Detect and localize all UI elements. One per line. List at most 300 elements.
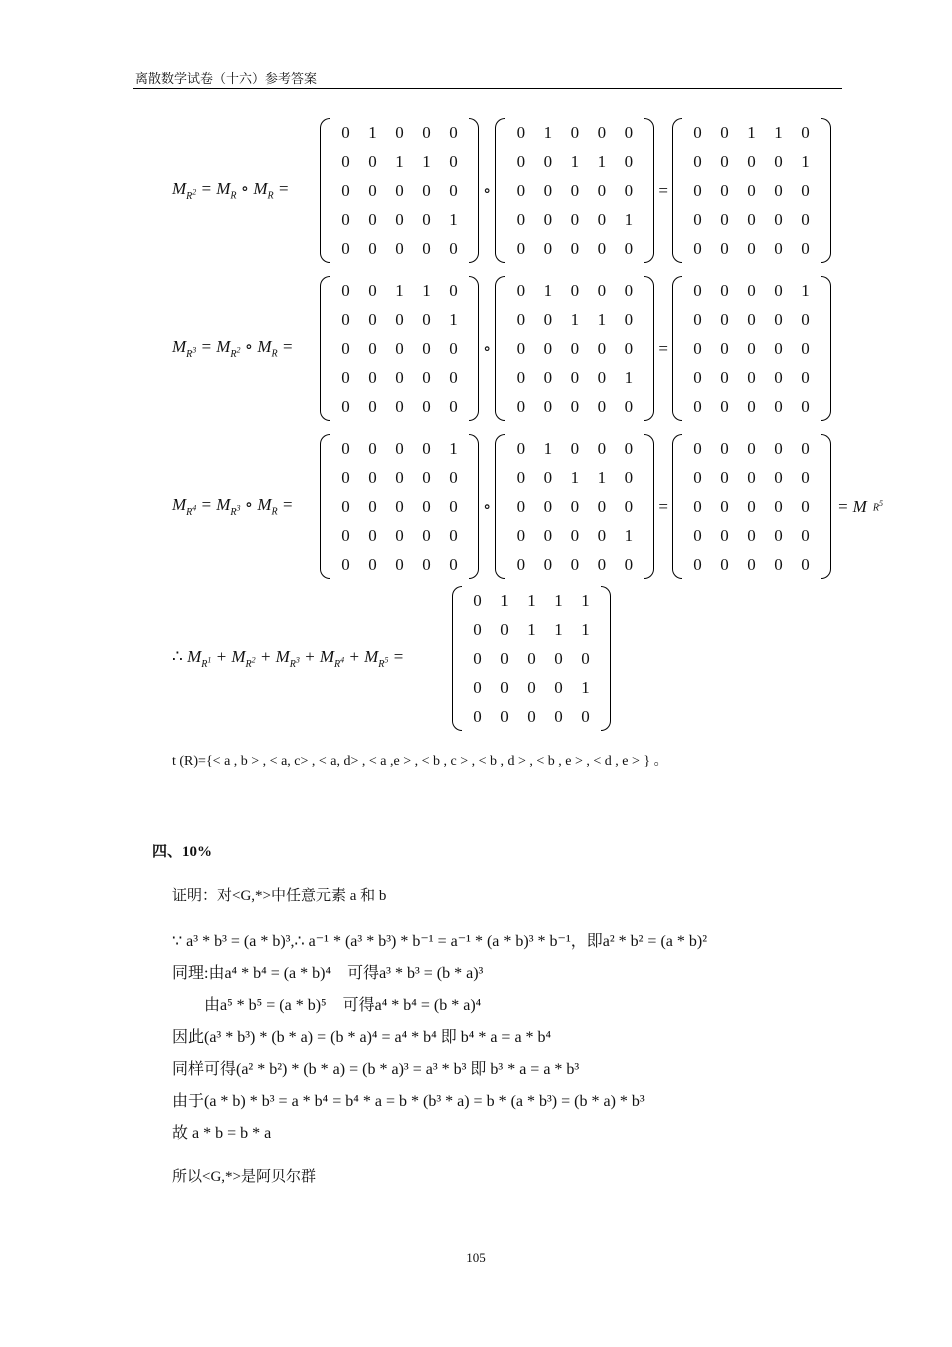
proof-line: 同样可得(a² * b²) * (b * a) = (b * a)³ = a³ * b³ 即 b³ * a = a * b³ <box>172 1061 580 1078</box>
matrix-cell: 0 <box>422 438 431 458</box>
matrix-row <box>507 492 642 521</box>
matrix-cell: 0 <box>597 438 607 458</box>
matrix-cell: 0 <box>570 367 580 387</box>
matrix-cell: 0 <box>341 496 350 516</box>
matrix-cell: 0 <box>422 554 431 574</box>
matrix-cell: 0 <box>543 396 553 416</box>
matrix-cell: 0 <box>720 496 729 516</box>
matrix-cell: 0 <box>368 367 377 387</box>
matrix-cell: 0 <box>597 280 607 300</box>
matrix-row <box>507 305 642 334</box>
proof-line: ∵ a³ * b³ = (a * b)³,∴ a⁻¹ * (a³ * b³) * b⁻¹ = a⁻¹ * (a * b)³ * b⁻¹，即a² * b² = (a * b)² <box>172 933 708 950</box>
matrix-cell: 0 <box>597 396 607 416</box>
matrix-cell: 0 <box>473 677 482 697</box>
matrix-cell: 0 <box>527 648 536 668</box>
matrix-cell: 0 <box>422 367 431 387</box>
compose-operator: ∘ <box>483 496 492 516</box>
matrix-cell: 0 <box>422 209 431 229</box>
matrix-cell: 0 <box>516 122 526 142</box>
matrix-cell: 0 <box>500 648 509 668</box>
matrix-cell: 0 <box>801 525 810 545</box>
matrix-row <box>684 334 819 363</box>
matrix-cell: 1 <box>527 590 536 610</box>
matrix-cell: 0 <box>368 496 377 516</box>
matrix-cell: 0 <box>597 209 607 229</box>
matrix-cell: 0 <box>473 706 482 726</box>
equals-sign: = <box>658 180 668 200</box>
conclusion: 所以<G,*>是阿贝尔群 <box>172 1169 317 1185</box>
matrix-row <box>684 176 819 205</box>
matrix-cell: 1 <box>543 438 553 458</box>
matrix-cell: 0 <box>422 496 431 516</box>
matrix-cell: 0 <box>341 525 350 545</box>
matrix-cell: 0 <box>693 467 702 487</box>
matrix-row <box>332 118 467 147</box>
equation-lhs <box>172 337 320 359</box>
matrix-cell: 1 <box>368 122 377 142</box>
matrix-cell: 0 <box>422 122 431 142</box>
matrix-cell: 0 <box>395 309 404 329</box>
equation-mr2 <box>172 118 831 263</box>
matrix-left <box>320 276 479 421</box>
matrix-row <box>332 521 467 550</box>
matrix-cell: 1 <box>422 151 431 171</box>
matrix-cell: 0 <box>693 209 702 229</box>
sum-lhs <box>172 647 452 669</box>
matrix-cell: 0 <box>774 238 783 258</box>
equation-suffix: = M $R^5$ <box>836 496 883 516</box>
matrix-cell: 0 <box>747 238 756 258</box>
matrix-cell: 0 <box>570 525 580 545</box>
matrix-cell: 0 <box>516 338 526 358</box>
matrix-cell: 0 <box>597 180 607 200</box>
matrix-row <box>507 521 642 550</box>
matrix-cell: 0 <box>801 554 810 574</box>
matrix-cell: 0 <box>747 396 756 416</box>
matrix-cell: 0 <box>543 525 553 545</box>
matrix-cell: 0 <box>720 209 729 229</box>
matrix-cell: 0 <box>341 467 350 487</box>
page-number: 105 <box>466 1250 486 1265</box>
matrix-cell: 0 <box>395 367 404 387</box>
matrix-cell: 0 <box>693 396 702 416</box>
matrix-row <box>507 234 642 263</box>
matrix-cell: 1 <box>570 151 580 171</box>
equals-sign: = <box>658 338 668 358</box>
matrix-cell: 0 <box>516 396 526 416</box>
matrix-cell: 0 <box>516 309 526 329</box>
matrix-cell: 0 <box>747 467 756 487</box>
matrix-cell: 0 <box>693 367 702 387</box>
matrix-cell: 0 <box>774 309 783 329</box>
matrix-cell: 0 <box>516 209 526 229</box>
matrix-cell: 0 <box>597 122 607 142</box>
matrix-cell: 0 <box>597 367 607 387</box>
matrix-cell: 0 <box>747 309 756 329</box>
matrix-result <box>672 276 831 421</box>
matrix-cell: 0 <box>500 677 509 697</box>
matrix-cell: 0 <box>720 280 729 300</box>
matrix-row <box>332 363 467 392</box>
matrix-row <box>684 276 819 305</box>
matrix-cell: 0 <box>570 554 580 574</box>
matrix-cell: 0 <box>341 554 350 574</box>
matrix-cell: 0 <box>747 151 756 171</box>
matrix-cell: 0 <box>801 122 810 142</box>
matrix-row <box>507 118 642 147</box>
proof-line: 因此(a³ * b³) * (b * a) = (b * a)⁴ = a⁴ * b⁴ 即 b⁴ * a = a * b⁴ <box>172 1029 552 1046</box>
matrix-left <box>320 118 479 263</box>
matrix-row <box>464 702 599 731</box>
matrix-cell: 1 <box>395 151 404 171</box>
matrix-row <box>332 334 467 363</box>
matrix-cell: 0 <box>516 180 526 200</box>
matrix-cell: 0 <box>527 706 536 726</box>
matrix-cell: 0 <box>597 238 607 258</box>
matrix-row <box>507 276 642 305</box>
matrix-cell: 0 <box>693 338 702 358</box>
matrix-cell: 0 <box>449 280 458 300</box>
matrix-cell: 0 <box>449 396 458 416</box>
matrix-cell: 0 <box>368 438 377 458</box>
matrix-cell: 1 <box>554 590 563 610</box>
proof-line: 故 a * b = b * a <box>172 1125 272 1142</box>
matrix-cell: 0 <box>693 280 702 300</box>
matrix-cell: 0 <box>720 438 729 458</box>
matrix-cell: 0 <box>693 238 702 258</box>
matrix-cell: 0 <box>449 238 458 258</box>
matrix-row <box>464 615 599 644</box>
matrix-cell: 1 <box>570 309 580 329</box>
matrix-cell: 0 <box>693 554 702 574</box>
matrix-cell: 0 <box>801 209 810 229</box>
matrix-cell: 0 <box>581 648 590 668</box>
matrix-cell: 0 <box>422 467 431 487</box>
matrix-cell: 0 <box>693 438 702 458</box>
matrix-cell: 1 <box>774 122 783 142</box>
matrix-cell: 0 <box>395 554 404 574</box>
matrix-cell: 0 <box>597 554 607 574</box>
matrix-cell: 0 <box>801 438 810 458</box>
matrix-row <box>332 234 467 263</box>
matrix-row <box>332 147 467 176</box>
matrix-cell: 0 <box>543 209 553 229</box>
matrix-cell: 0 <box>473 648 482 668</box>
matrix-cell: 0 <box>543 338 553 358</box>
matrix-right <box>495 118 654 263</box>
matrix-cell: 0 <box>341 438 350 458</box>
matrix-cell: 0 <box>554 648 563 668</box>
matrix-cell: 0 <box>624 438 634 458</box>
matrix-cell: 0 <box>516 496 526 516</box>
matrix-cell: 0 <box>449 338 458 358</box>
matrix-cell: 0 <box>500 619 509 639</box>
matrix-row <box>684 392 819 421</box>
matrix-row <box>507 176 642 205</box>
matrix-cell: 0 <box>570 209 580 229</box>
matrix-cell: 1 <box>422 280 431 300</box>
matrix-cell: 0 <box>801 238 810 258</box>
matrix-cell: 0 <box>774 338 783 358</box>
matrix-cell: 0 <box>747 180 756 200</box>
lhs-text: $M_{R^3} = M_{R^2}$ ∘ $M_R$ = <box>172 337 294 360</box>
matrix-cell: 1 <box>543 122 553 142</box>
matrix-cell: 0 <box>570 122 580 142</box>
matrix-cell: 0 <box>597 496 607 516</box>
matrix-cell: 0 <box>774 525 783 545</box>
matrix-cell: 0 <box>368 151 377 171</box>
proof-line: 同理:由a⁴ * b⁴ = (a * b)⁴ 可得a³ * b³ = (b * a)³ <box>172 965 484 982</box>
matrix-row <box>464 673 599 702</box>
matrix-cell: 0 <box>570 338 580 358</box>
matrix-cell: 0 <box>570 496 580 516</box>
matrix-cell: 0 <box>624 496 634 516</box>
matrix-cell: 0 <box>341 338 350 358</box>
matrix-cell: 0 <box>473 619 482 639</box>
equals-sign: = <box>658 496 668 516</box>
matrix-cell: 0 <box>449 496 458 516</box>
matrix-cell: 0 <box>516 525 526 545</box>
matrix-cell: 0 <box>449 151 458 171</box>
matrix-cell: 0 <box>543 309 553 329</box>
matrix-cell: 0 <box>516 238 526 258</box>
matrix-cell: 0 <box>774 367 783 387</box>
matrix-cell: 0 <box>801 396 810 416</box>
matrix-cell: 1 <box>747 122 756 142</box>
matrix-cell: 0 <box>774 438 783 458</box>
matrix-cell: 0 <box>774 280 783 300</box>
matrix-cell: 0 <box>395 238 404 258</box>
matrix-cell: 0 <box>720 151 729 171</box>
matrix-cell: 0 <box>500 706 509 726</box>
matrix-cell: 0 <box>341 151 350 171</box>
matrix-cell: 0 <box>341 209 350 229</box>
matrix-cell: 1 <box>624 367 634 387</box>
matrix-cell: 0 <box>747 554 756 574</box>
matrix-cell: 0 <box>720 309 729 329</box>
matrix-cell: 1 <box>581 677 590 697</box>
matrix-cell: 0 <box>368 238 377 258</box>
matrix-row <box>507 434 642 463</box>
matrix-cell: 1 <box>449 209 458 229</box>
matrix-row <box>684 118 819 147</box>
matrix-cell: 0 <box>747 438 756 458</box>
matrix-cell: 0 <box>720 367 729 387</box>
matrix-cell: 0 <box>624 467 634 487</box>
closure-text: t (R)={< a , b > , < a, c> , < a, d> , < a ,e > , < b , c > , < b , d > , < b , e > , < d , e > } 。 <box>172 754 668 769</box>
matrix-cell: 0 <box>341 238 350 258</box>
matrix-cell: 0 <box>554 677 563 697</box>
matrix-cell: 0 <box>693 496 702 516</box>
matrix-cell: 0 <box>720 467 729 487</box>
matrix-cell: 0 <box>570 438 580 458</box>
matrix-cell: 0 <box>570 180 580 200</box>
matrix-cell: 0 <box>693 122 702 142</box>
matrix-cell: 1 <box>801 151 810 171</box>
matrix-cell: 1 <box>449 438 458 458</box>
compose-operator: ∘ <box>483 338 492 358</box>
matrix-cell: 0 <box>774 396 783 416</box>
matrix-row <box>684 363 819 392</box>
matrix-cell: 1 <box>570 467 580 487</box>
matrix-right <box>495 276 654 421</box>
matrix-cell: 0 <box>449 525 458 545</box>
matrix-row <box>332 176 467 205</box>
matrix-cell: 0 <box>624 238 634 258</box>
lhs-text: $M_{R^2} = M_R$ ∘ $M_R$ = <box>172 179 290 202</box>
matrix-cell: 0 <box>422 238 431 258</box>
matrix-cell: 1 <box>801 280 810 300</box>
matrix-cell: 1 <box>581 619 590 639</box>
matrix-cell: 0 <box>543 367 553 387</box>
matrix-cell: 0 <box>570 238 580 258</box>
matrix-cell: 0 <box>720 396 729 416</box>
matrix-cell: 1 <box>624 209 634 229</box>
matrix-row <box>507 392 642 421</box>
matrix-cell: 0 <box>422 525 431 545</box>
matrix-row <box>507 463 642 492</box>
matrix-cell: 0 <box>747 338 756 358</box>
matrix-cell: 0 <box>597 525 607 545</box>
matrix-cell: 0 <box>720 238 729 258</box>
matrix-cell: 0 <box>516 438 526 458</box>
matrix-left <box>320 434 479 579</box>
matrix-cell: 0 <box>516 467 526 487</box>
matrix-row <box>332 305 467 334</box>
matrix-row <box>332 492 467 521</box>
matrix-cell: 0 <box>554 706 563 726</box>
matrix-cell: 0 <box>801 309 810 329</box>
equation-sum <box>172 586 611 731</box>
matrix-cell: 0 <box>422 396 431 416</box>
compose-operator: ∘ <box>483 180 492 200</box>
proof-line: 由a⁵ * b⁵ = (a * b)⁵ 可得a⁴ * b⁴ = (b * a)⁴ <box>172 997 482 1014</box>
matrix-cell: 0 <box>368 280 377 300</box>
matrix-cell: 0 <box>422 338 431 358</box>
matrix-row <box>684 492 819 521</box>
matrix-cell: 0 <box>720 122 729 142</box>
matrix-cell: 0 <box>624 122 634 142</box>
matrix-cell: 0 <box>395 122 404 142</box>
matrix-cell: 0 <box>624 180 634 200</box>
matrix-cell: 0 <box>720 525 729 545</box>
matrix-cell: 0 <box>747 496 756 516</box>
proof-line: 由于(a * b) * b³ = a * b⁴ = b⁴ * a = b * (b³ * a) = b * (a * b³) = (b * a) * b³ <box>172 1093 645 1110</box>
matrix-cell: 0 <box>624 151 634 171</box>
matrix-result <box>672 118 831 263</box>
matrix-cell: 0 <box>801 467 810 487</box>
matrix-row <box>684 521 819 550</box>
matrix-row <box>507 550 642 579</box>
matrix-cell: 0 <box>624 309 634 329</box>
matrix-row <box>332 276 467 305</box>
matrix-cell: 1 <box>395 280 404 300</box>
matrix-cell: 0 <box>720 554 729 574</box>
matrix-cell: 0 <box>543 238 553 258</box>
matrix-cell: 0 <box>341 309 350 329</box>
matrix-row <box>507 147 642 176</box>
matrix-cell: 0 <box>368 525 377 545</box>
matrix-cell: 0 <box>527 677 536 697</box>
matrix-cell: 0 <box>368 209 377 229</box>
matrix-row <box>332 434 467 463</box>
matrix-cell: 0 <box>720 180 729 200</box>
equation-lhs <box>172 495 320 517</box>
matrix-row <box>332 205 467 234</box>
matrix-cell: 0 <box>516 280 526 300</box>
matrix-cell: 0 <box>368 554 377 574</box>
matrix-cell: 0 <box>368 338 377 358</box>
matrix-cell: 0 <box>747 280 756 300</box>
matrix-cell: 1 <box>581 590 590 610</box>
matrix-row <box>464 586 599 615</box>
matrix-cell: 0 <box>624 338 634 358</box>
matrix-cell: 0 <box>774 467 783 487</box>
matrix-right <box>495 434 654 579</box>
matrix-cell: 0 <box>341 122 350 142</box>
matrix-cell: 1 <box>449 309 458 329</box>
matrix-row <box>684 234 819 263</box>
matrix-cell: 0 <box>693 309 702 329</box>
equation-mr3 <box>172 276 831 421</box>
sum-lhs-text: ∴ $M_{R^1} + M_{R^2} + M_{R^3} + M_{R^4} + M_{R^5}$ = <box>172 647 405 670</box>
lhs-text: $M_{R^4} = M_{R^3}$ ∘ $M_R$ = <box>172 495 294 518</box>
matrix-cell: 0 <box>801 180 810 200</box>
matrix-cell: 0 <box>581 706 590 726</box>
matrix-cell: 1 <box>597 151 607 171</box>
matrix-cell: 0 <box>747 525 756 545</box>
matrix-cell: 0 <box>449 180 458 200</box>
matrix-cell: 0 <box>395 467 404 487</box>
matrix-cell: 0 <box>543 151 553 171</box>
matrix-row <box>684 550 819 579</box>
matrix-cell: 0 <box>422 180 431 200</box>
matrix-cell: 1 <box>543 280 553 300</box>
matrix-cell: 0 <box>543 180 553 200</box>
matrix-cell: 0 <box>395 338 404 358</box>
matrix-cell: 1 <box>624 525 634 545</box>
matrix-cell: 0 <box>543 467 553 487</box>
matrix-row <box>684 147 819 176</box>
matrix-cell: 0 <box>693 151 702 171</box>
matrix-cell: 0 <box>395 525 404 545</box>
matrix-cell: 0 <box>774 496 783 516</box>
matrix-cell: 0 <box>368 309 377 329</box>
matrix-cell: 0 <box>774 554 783 574</box>
matrix-row <box>507 205 642 234</box>
matrix-cell: 0 <box>516 151 526 171</box>
matrix-cell: 0 <box>747 367 756 387</box>
matrix-row <box>332 550 467 579</box>
matrix-cell: 0 <box>449 467 458 487</box>
matrix-row <box>684 305 819 334</box>
section-title: 四、10% <box>152 844 213 860</box>
equation-mr4 <box>172 434 883 579</box>
matrix-cell: 0 <box>395 180 404 200</box>
matrix-cell: 0 <box>395 396 404 416</box>
matrix-row <box>507 363 642 392</box>
matrix-cell: 0 <box>693 525 702 545</box>
matrix-cell: 0 <box>422 309 431 329</box>
matrix-cell: 0 <box>543 554 553 574</box>
matrix-row <box>684 463 819 492</box>
matrix-cell: 0 <box>368 180 377 200</box>
matrix-cell: 0 <box>449 367 458 387</box>
matrix-cell: 0 <box>624 554 634 574</box>
matrix-cell: 1 <box>554 619 563 639</box>
matrix-cell: 0 <box>570 280 580 300</box>
matrix-row <box>332 392 467 421</box>
